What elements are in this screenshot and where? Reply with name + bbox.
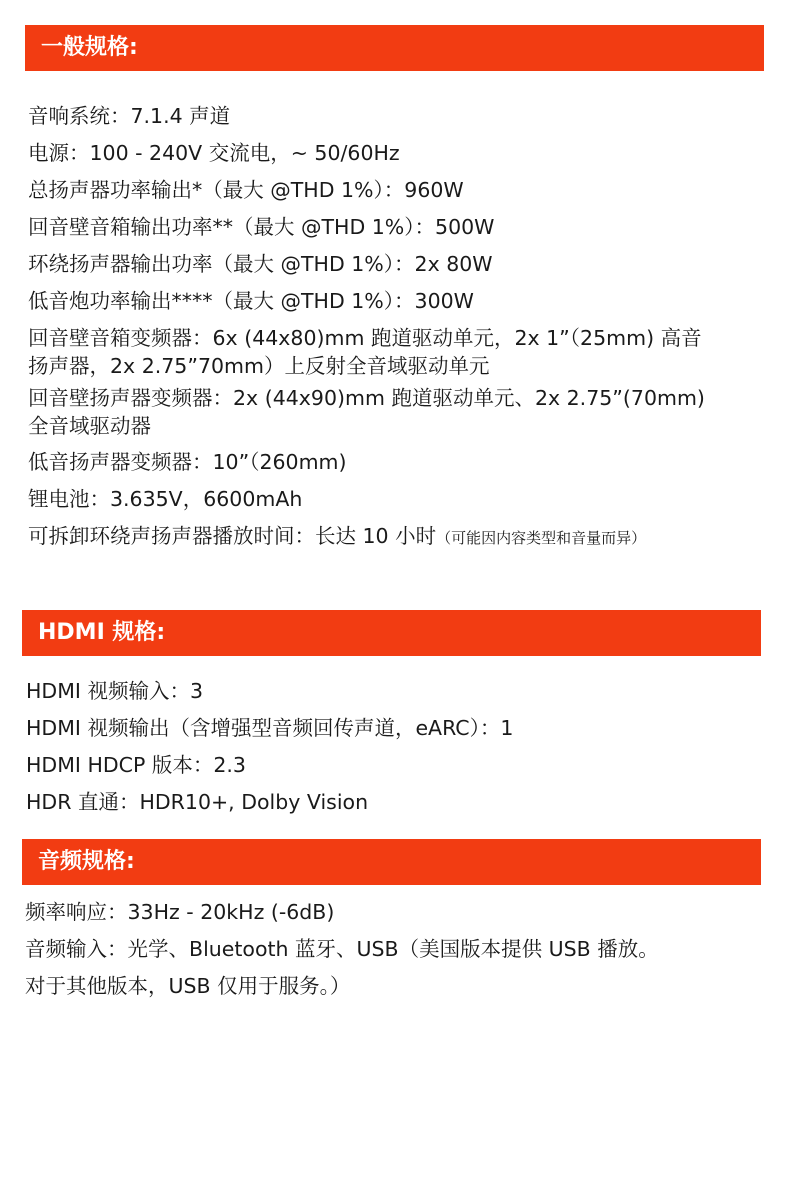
spec-line: HDMI 视频输入：3 xyxy=(26,679,203,703)
spec-line: HDMI HDCP 版本：2.3 xyxy=(26,753,246,777)
hdmi-spec-list xyxy=(26,673,790,821)
spec-line: 频率响应：33Hz - 20kHz (-6dB) xyxy=(25,900,335,924)
spec-note: （可能因内容类型和音量而异） xyxy=(436,529,647,547)
general-spec-list xyxy=(28,98,790,557)
spec-line-continued: 对于其他版本，USB 仅用于服务。） xyxy=(25,974,351,998)
spec-line: 总扬声器功率输出*（最大 @THD 1%）：960W xyxy=(28,178,464,202)
spec-line: 回音壁扬声器变频器：2x (44x90)mm 跑道驱动单元、2x 2.75”(70mm) xyxy=(28,386,705,410)
spec-line-continued: 全音域驱动器 xyxy=(28,414,151,438)
section-header-audio xyxy=(22,839,761,885)
audio-spec-list xyxy=(25,894,790,1005)
spec-line: 环绕扬声器输出功率（最大 @THD 1%）：2x 80W xyxy=(28,252,493,276)
section-header-hdmi xyxy=(22,610,761,656)
section-header-general xyxy=(25,25,764,71)
section-title: 音频规格: xyxy=(38,849,135,874)
spec-line-playback xyxy=(28,518,790,557)
spec-line: HDR 直通：HDR10+, Dolby Vision xyxy=(26,790,369,814)
spec-line: 回音壁音箱输出功率**（最大 @THD 1%）：500W xyxy=(28,215,495,239)
spec-line-continued: 扬声器，2x 2.75”70mm）上反射全音域驱动单元 xyxy=(28,354,490,378)
spec-line: 锂电池：3.635V，6600mAh xyxy=(28,487,303,511)
section-title: HDMI 规格: xyxy=(38,620,166,645)
spec-line: HDMI 视频输出（含增强型音频回传声道，eARC）：1 xyxy=(26,716,514,740)
spec-line: 音频输入：光学、Bluetooth 蓝牙、USB（美国版本提供 USB 播放。 xyxy=(25,937,659,961)
spec-line: 音响系统：7.1.4 声道 xyxy=(28,104,231,128)
spec-line: 电源：100 - 240V 交流电，~ 50/60Hz xyxy=(28,141,400,165)
spec-line-text: 可拆卸环绕声扬声器播放时间：长达 10 小时 xyxy=(28,524,437,548)
spec-line: 低音扬声器变频器：10”（260mm) xyxy=(28,450,347,474)
spec-line: 回音壁音箱变频器：6x (44x80)mm 跑道驱动单元，2x 1”（25mm) 高音 xyxy=(28,326,702,350)
spec-line: 低音炮功率输出****（最大 @THD 1%）：300W xyxy=(28,289,474,313)
section-title: 一般规格: xyxy=(41,35,138,60)
